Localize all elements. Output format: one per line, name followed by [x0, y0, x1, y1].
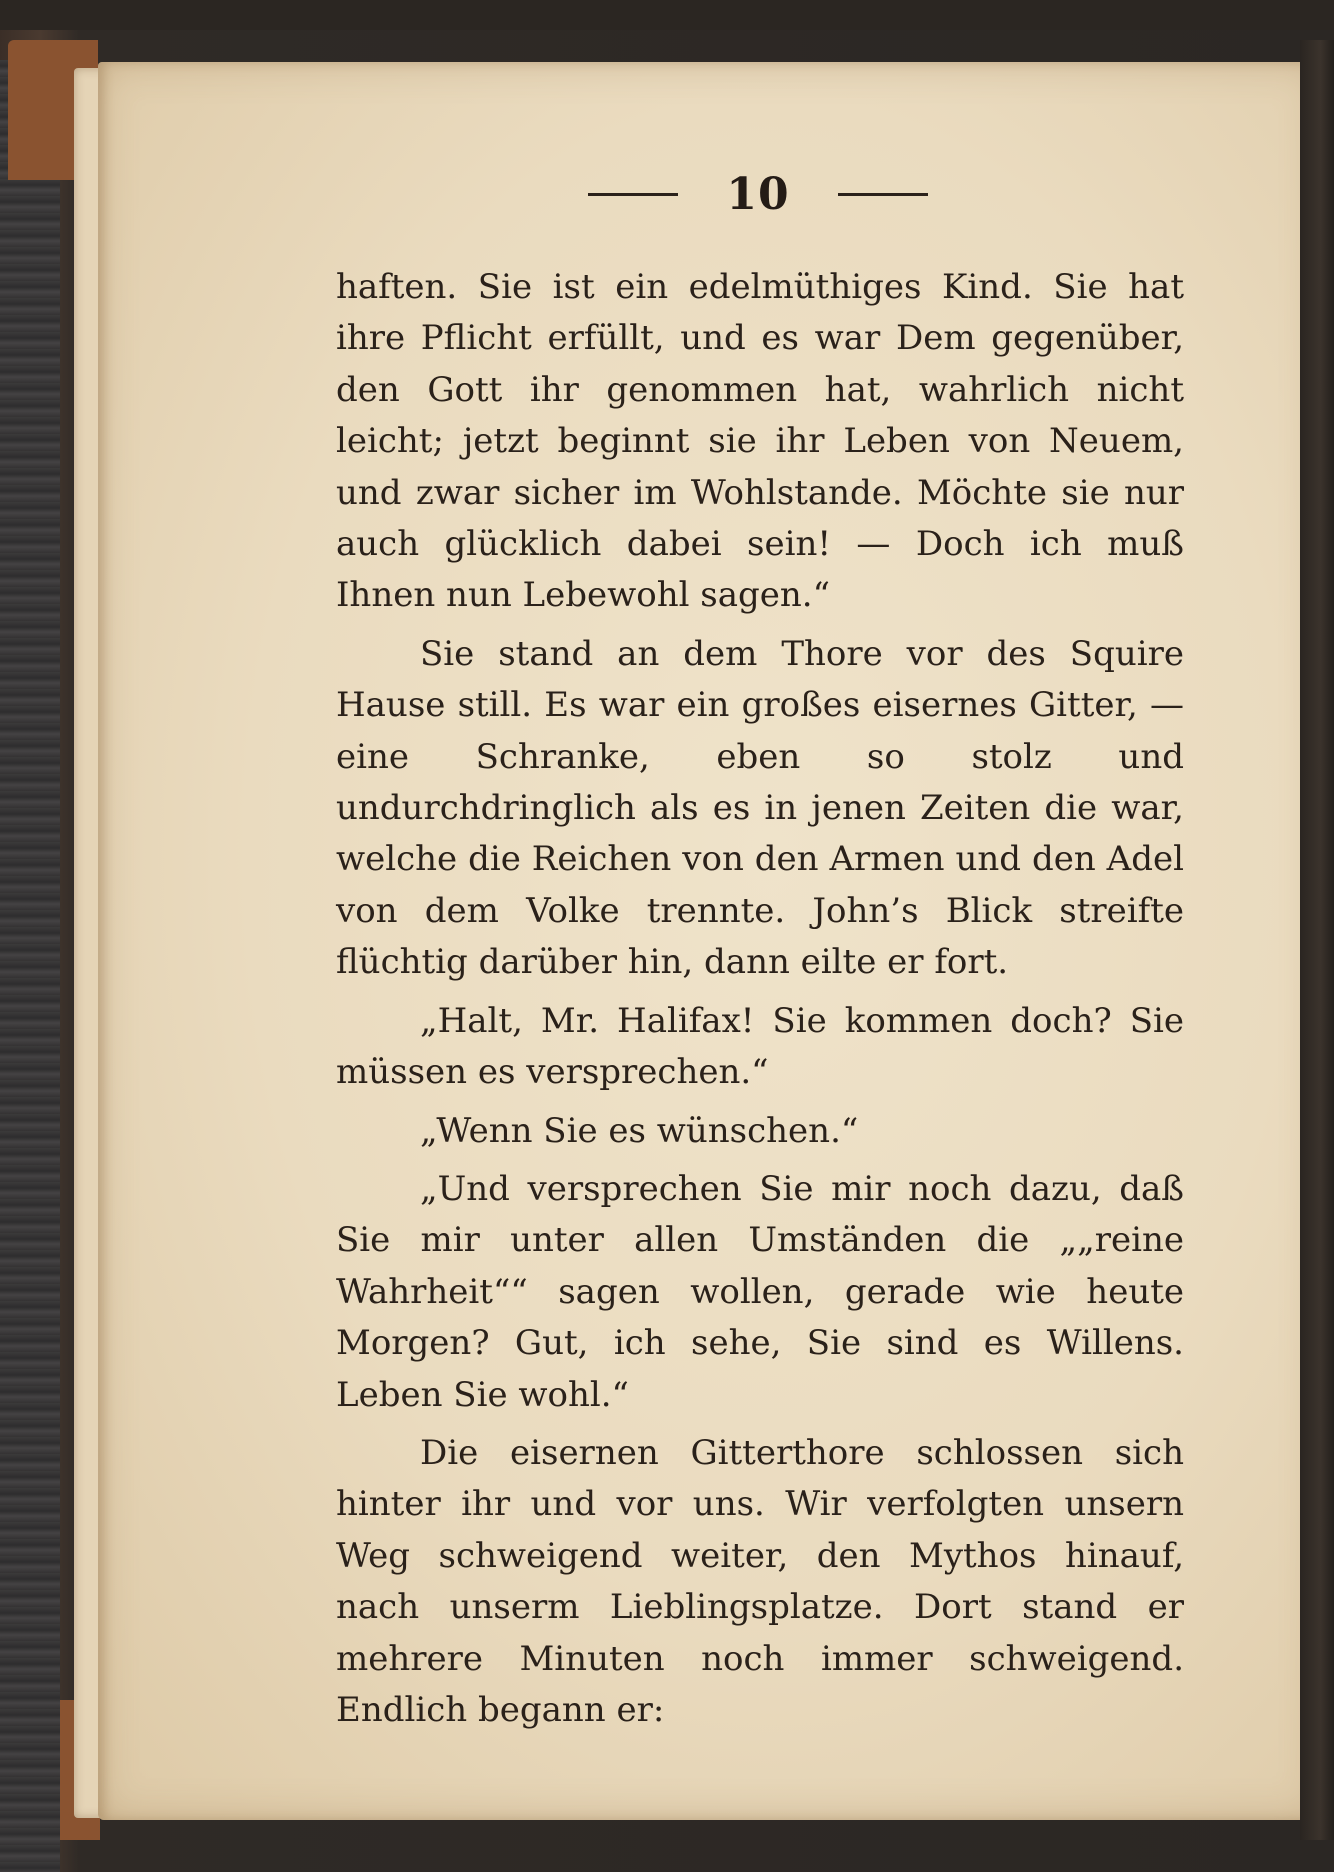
page-header	[588, 164, 928, 224]
page-right-shadow	[1300, 40, 1334, 1840]
paragraph-2: Sie stand an dem Thore vor des Squire Hause still. Es war ein großes eisernes Gitter, — eine Schranke, eben so stolz und undurchdringlich als es in jenen Zeiten die war, welche die Reichen von den Armen und den Adel von dem Volke trennte. John’s Blick streifte flüchtig darüber hin, dann eilte er fort.	[336, 633, 1184, 983]
header-rule-left	[588, 193, 678, 196]
paragraph-5: „Und versprechen Sie mir noch dazu, daß Sie mir unter allen Umständen die „„reine Wahrheit““ sagen wollen, gerade wie heute Morgen? Gut, ich sehe, Sie sind es Willens. Leben Sie wohl.“	[336, 1168, 1184, 1415]
paragraph-4: „Wenn Sie es wünschen.“	[420, 1110, 859, 1151]
cover-leather	[0, 60, 60, 1872]
page-number: 10	[726, 168, 790, 220]
body-text	[336, 262, 1184, 1736]
paragraph-6: Die eisernen Gitterthore schlossen sich hinter ihr und vor uns. Wir verfolgten unsern Weg schweigend weiter, den Mythos hinauf, nach unserm Lieblingsplatze. Dort stand er mehrere Minuten noch immer schweigend. Endlich begann er:	[336, 1432, 1184, 1730]
paragraph-1: haften. Sie ist ein edelmüthiges Kind. Sie hat ihre Pflicht erfüllt, und es war Dem gegenüber, den Gott ihr genommen hat, wahrlich nicht leicht; jetzt beginnt sie ihr Leben von Neuem, und zwar sicher im Wohlstande. Möchte sie nur auch glücklich dabei sein! — Doch ich muß Ihnen nun Lebewohl sagen.“	[336, 267, 1184, 616]
paragraph-3: „Halt, Mr. Halifax! Sie kommen doch? Sie müssen es versprechen.“	[336, 1000, 1184, 1093]
header-rule-right	[838, 193, 928, 196]
